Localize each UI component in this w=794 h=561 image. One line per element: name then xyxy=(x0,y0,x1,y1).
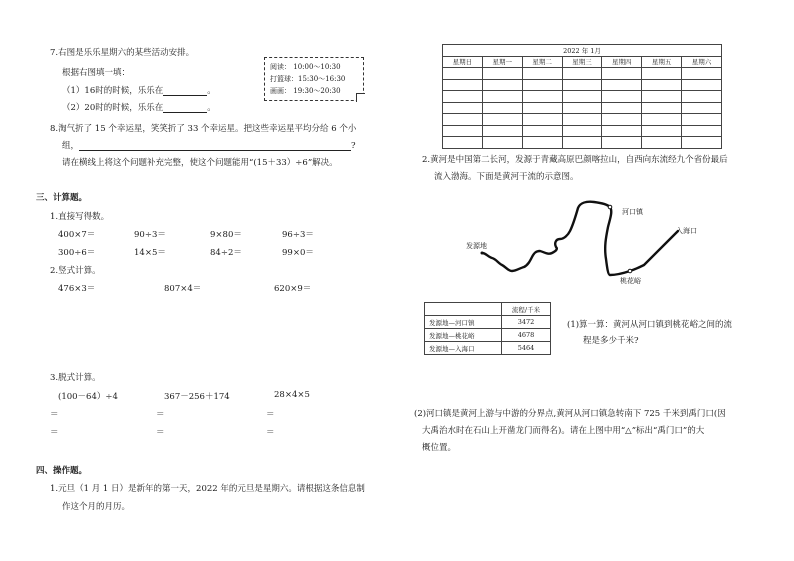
equals-sign: ＝ xyxy=(50,410,59,420)
schedule-box xyxy=(264,57,364,101)
calendar-cell[interactable] xyxy=(602,91,642,103)
q7-title: 7.右图是乐乐星期六的某些活动安排。 xyxy=(50,48,195,58)
calendar-row xyxy=(443,79,722,91)
q2-line1: 2.黄河是中国第二长河，发源于青藏高原巴颜喀拉山，自西向东流经九个省份最后 xyxy=(422,155,728,165)
schedule-time: 19:30～20:30 xyxy=(293,87,341,95)
calendar-cell[interactable] xyxy=(642,114,682,126)
sub1-line1: (1)算一算：黄河从河口镇到桃花峪之间的流 xyxy=(567,320,733,330)
calendar-cell[interactable] xyxy=(443,137,483,149)
calendar-row xyxy=(443,102,722,114)
calendar-cell[interactable] xyxy=(522,137,562,149)
calendar-cell[interactable] xyxy=(602,125,642,137)
map-label-sea: 入海口 xyxy=(676,227,697,235)
calendar-cell[interactable] xyxy=(482,137,522,149)
distance-table xyxy=(424,302,551,355)
q8-group-text: 组， xyxy=(62,141,80,151)
weekday-header: 星期二 xyxy=(522,56,562,68)
source-point xyxy=(481,252,484,255)
q7-a-blank[interactable] xyxy=(163,86,207,96)
calendar-cell[interactable] xyxy=(602,102,642,114)
calendar-cell[interactable] xyxy=(562,102,602,114)
calendar-cell[interactable] xyxy=(522,91,562,103)
calc-3-title: 3.脱式计算。 xyxy=(50,373,101,383)
schedule-activity: 打篮球： xyxy=(270,75,298,83)
calendar-title: 2022 年 1月 xyxy=(443,45,722,57)
calendar-cell[interactable] xyxy=(682,79,722,91)
yellow-river-map xyxy=(460,195,710,295)
sub2-line3: 概位置。 xyxy=(422,443,457,453)
weekday-header: 星期四 xyxy=(602,56,642,68)
q7-b-period: 。 xyxy=(207,103,216,113)
weekday-header: 星期日 xyxy=(443,56,483,68)
calendar-cell[interactable] xyxy=(482,91,522,103)
calendar-cell[interactable] xyxy=(682,68,722,80)
q8-line1: 8.淘气折了 15 个幸运星，笑笑折了 33 个幸运星。把这些幸运星平均分给 6 个小 xyxy=(50,124,357,134)
vertical-item: 807×4＝ xyxy=(164,284,202,294)
schedule-time: 15:30～16:30 xyxy=(298,75,346,83)
q7-b-text: （2）20时的时候，乐乐在 xyxy=(62,103,164,113)
calendar-cell[interactable] xyxy=(443,68,483,80)
calendar-cell[interactable] xyxy=(642,79,682,91)
hekou-point xyxy=(608,205,612,209)
schedule-row xyxy=(270,73,358,85)
distance-row xyxy=(425,342,551,355)
distance-header-blank xyxy=(425,303,502,316)
distance-route: 发源地—入海口 xyxy=(425,342,502,355)
calendar-cell[interactable] xyxy=(443,125,483,137)
calendar-cell[interactable] xyxy=(602,137,642,149)
step-item: (100－64）÷4 xyxy=(58,392,118,402)
step-item: 367－256＋174 xyxy=(164,392,230,402)
calendar-cell[interactable] xyxy=(522,79,562,91)
direct-item: 84÷2＝ xyxy=(210,248,242,258)
equals-sign: ＝ xyxy=(156,410,165,420)
calendar-cell[interactable] xyxy=(682,114,722,126)
direct-item: 14×5＝ xyxy=(134,248,166,258)
direct-item: 9×80＝ xyxy=(210,230,242,240)
equals-sign: ＝ xyxy=(266,410,275,420)
calendar-cell[interactable] xyxy=(642,137,682,149)
equals-sign: ＝ xyxy=(266,428,275,438)
equals-sign: ＝ xyxy=(50,428,59,438)
calendar-cell[interactable] xyxy=(642,68,682,80)
calendar-cell[interactable] xyxy=(682,137,722,149)
calendar-cell[interactable] xyxy=(682,102,722,114)
direct-item: 300÷6＝ xyxy=(58,248,96,258)
q7-a-period: 。 xyxy=(207,86,216,96)
calendar-cell[interactable] xyxy=(562,79,602,91)
schedule-row xyxy=(270,61,358,73)
calendar-cell[interactable] xyxy=(642,91,682,103)
distance-km: 4678 xyxy=(502,329,551,342)
direct-item: 400×7＝ xyxy=(58,230,96,240)
calendar-cell[interactable] xyxy=(562,68,602,80)
calendar-cell[interactable] xyxy=(443,102,483,114)
calendar-row xyxy=(443,91,722,103)
calendar-cell[interactable] xyxy=(443,79,483,91)
weekday-header: 星期三 xyxy=(562,56,602,68)
calendar-cell[interactable] xyxy=(642,102,682,114)
section-3-title: 三、计算题。 xyxy=(36,193,88,203)
vertical-item: 476×3＝ xyxy=(58,284,96,294)
calendar-cell[interactable] xyxy=(482,125,522,137)
distance-row xyxy=(425,316,551,329)
map-label-source: 发源地 xyxy=(466,242,487,250)
schedule-folded-corner xyxy=(356,93,365,102)
calendar-row xyxy=(443,114,722,126)
distance-header: 流程/千米 xyxy=(502,303,551,316)
distance-route: 发源地—桃花峪 xyxy=(425,329,502,342)
calendar-row xyxy=(443,68,722,80)
q7-b-blank[interactable] xyxy=(163,103,207,113)
calendar-cell[interactable] xyxy=(482,79,522,91)
calc-2-title: 2.竖式计算。 xyxy=(50,266,101,276)
calendar-cell[interactable] xyxy=(682,125,722,137)
schedule-time: 10:00～10:30 xyxy=(293,63,341,71)
weekday-header: 星期一 xyxy=(482,56,522,68)
schedule-row xyxy=(270,85,358,97)
map-label-taohuayu: 桃花峪 xyxy=(620,277,641,285)
calendar-cell[interactable] xyxy=(682,91,722,103)
calendar-cell[interactable] xyxy=(443,91,483,103)
calendar-row xyxy=(443,125,722,137)
q8-blank[interactable] xyxy=(79,141,351,151)
direct-item: 90÷3＝ xyxy=(134,230,166,240)
direct-item: 99×0＝ xyxy=(282,248,314,258)
sub2-line1: (2)河口镇是黄河上游与中游的分界点,黄河从河口镇急转南下 725 千米到禹门口(因 xyxy=(414,409,726,419)
q7-b xyxy=(62,101,216,113)
schedule-activity: 阅读： xyxy=(270,63,291,71)
calendar-cell[interactable] xyxy=(443,114,483,126)
calendar-cell[interactable] xyxy=(562,91,602,103)
calendar-cell[interactable] xyxy=(562,125,602,137)
sub1-line2: 程是多少千米? xyxy=(583,336,639,346)
op1-line2: 作这个月的月历。 xyxy=(62,502,131,512)
distance-row xyxy=(425,329,551,342)
calendar-cell[interactable] xyxy=(522,68,562,80)
calendar-cell[interactable] xyxy=(482,114,522,126)
sub2-line2: 大禹治水时在石山上开凿龙门而得名)。请在上图中用“△”标出“禹门口”的大 xyxy=(422,426,705,436)
vertical-item: 620×9＝ xyxy=(274,284,312,294)
q8-question-mark: ? xyxy=(351,141,356,151)
calendar-cell[interactable] xyxy=(522,102,562,114)
river-path xyxy=(482,202,678,275)
step-item: 28×4×5 xyxy=(274,390,310,400)
schedule-activity: 画画： xyxy=(270,87,291,95)
calendar-cell[interactable] xyxy=(482,68,522,80)
section-4-title: 四、操作题。 xyxy=(36,466,88,476)
calendar-cell[interactable] xyxy=(522,114,562,126)
q8-line2 xyxy=(62,139,356,151)
op1-line1: 1.元旦（1 月 1 日）是新年的第一天，2022 年的元旦是星期六。请根据这条信息制 xyxy=(50,484,365,494)
weekday-header: 星期五 xyxy=(642,56,682,68)
calendar-cell[interactable] xyxy=(562,137,602,149)
calendar-cell[interactable] xyxy=(602,79,642,91)
equals-sign: ＝ xyxy=(156,428,165,438)
weekday-header: 星期六 xyxy=(682,56,722,68)
q7-prompt: 根据右图填一填： xyxy=(62,68,131,78)
distance-km: 3472 xyxy=(502,316,551,329)
calc-1-title: 1.直接写得数。 xyxy=(50,212,110,222)
calendar-table xyxy=(442,44,722,149)
taohuayu-point xyxy=(628,269,632,273)
q8-line3: 请在横线上将这个问题补充完整，使这个问题能用“(15＋33）÷6”解决。 xyxy=(62,158,338,168)
q7-a xyxy=(62,84,216,96)
calendar-cell[interactable] xyxy=(522,125,562,137)
calendar-cell[interactable] xyxy=(642,125,682,137)
calendar-cell[interactable] xyxy=(602,114,642,126)
map-label-hekou: 河口镇 xyxy=(622,208,643,216)
calendar-cell[interactable] xyxy=(562,114,602,126)
distance-route: 发源地—河口镇 xyxy=(425,316,502,329)
q7-a-text: （1）16时的时候，乐乐在 xyxy=(62,86,164,96)
calendar-cell[interactable] xyxy=(482,102,522,114)
q2-line2: 流入渤海。下面是黄河干流的示意图。 xyxy=(434,172,579,182)
calendar-cell[interactable] xyxy=(602,68,642,80)
direct-item: 96÷3＝ xyxy=(282,230,314,240)
calendar-row xyxy=(443,137,722,149)
distance-km: 5464 xyxy=(502,342,551,355)
